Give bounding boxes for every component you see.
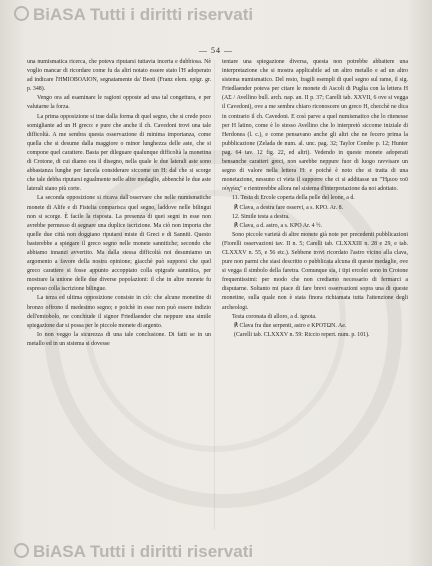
left-column <box>27 58 211 349</box>
column-gutter <box>214 60 215 530</box>
paragraph: tentare una spiegazione diversa, questa non potrebbe abbattere una interpretazione che si mostra applicabile ad un altro metallo e ad un altro sistema numismatico. Del resto, fragili esempli di quel segno sul rame, il sig. Friedlaender poteva per citare le monete di Ascoli di Puglia con la lettera H (AΣ / Avellino bull. arch. nap. an. II p. 37; Carelli tab. XXVII, 6 ove si vegga il Cavedoni), ove a me sembra chiaro riconoscere un greco H, checchè ne dica in contrario il ch. Cavedoni. E così parve a quel numismatico che lo ritenesse per H latino, come è lo stesso Avellino che lo interpretò siccome iniziale di Herdonea (l. c.), e come pensavano anche gli altri che ne fecero prima la pubblicazione (Zelada de num. al. unc. pag. 32; Taylor Combe p. 12; Hunter pag. 64 tav. 12 fig. 22, ed altri). Vedendo in queste monete adoperati bensanche caratteri greci, non sarebbe neppure fuor di luogo ravvisare un segno di valore nella lettera H: e poichè è noto che si tratta di una monetazione, nessuno ci vieta il supporre che ci si additasse un "Ἡμιου τοῦ οὐγγίας" e rientrerebbe allora nel sistema d'interpretazione da noi adottato. <box>222 59 408 193</box>
paragraph: Io non veggo la sicurezza di una tale conclusione. Di fatti se in un metallo ed in un sistema si dovesse <box>27 331 211 347</box>
coin-entry-title: Testa coronata di alloro, a d. ignota. <box>232 313 317 320</box>
biasa-logo-icon <box>14 6 29 21</box>
footer-watermark: BiASA Tutti i diritti riservati <box>0 542 432 562</box>
paragraph: La prima opposizione si trae dalla forma di quel segno, che si crede poco somigliante ad un H greco: e pure che anche il ch. Cavedoni trovi una tale difficoltà. A me sembra questa osservazione di minima importanza, come quella che si desume dalla maggiore o minor lunghezza delle aste, che si compone quel carattere. Basta per dileguare qualunque difficoltà la monetina di Crotone, di cui diamo ora il disegno, nella quale le due laterali aste sono abbastanza lunghe per farcela considerare siccome un H: dal che si scorge che tale debba riputarsi egualmente nelle altre medaglie, abbenchè le due aste laterali siano più corte. <box>27 113 211 193</box>
coin-entry-reverse: ℟ Clava, a destra fare osservi, a s. KPO. Ar. 8. <box>234 204 344 211</box>
coin-entry-reverse: ℟ Clava, a d. astro, a s. KPO Ar. 4 ½. <box>234 222 322 229</box>
coin-entry-reference: (Carelli tab. CLXXXV n. 59: Riccio repert. num. p. 101). <box>234 331 370 338</box>
paragraph: La terza ed ultima opposizione consiste in ciò: che alcune monetine di bronzo offrono il medesimo segno; e poichè in esse non può essere indizio dell'emiobolo, ne conchiude il signor Friedlaender che neppure una simile spiegazione dar si possa per le piccole monete di argento. <box>27 295 211 329</box>
coin-entry-reverse: ℟ Clava fra due serpenti, astro e KPOTΩN. Ae. <box>234 322 347 329</box>
paragraph: Vengo ora ad esaminare le ragioni opposte ad una tal congettura, e per valutarne la forza. <box>27 95 211 111</box>
biasa-logo-icon <box>14 543 29 558</box>
header-watermark: BiASA Tutti i diritti riservati <box>0 5 432 25</box>
right-column <box>222 58 408 340</box>
paragraph: Sono piccole varietà di altre monete già note per precedenti pubblicazioni (Fiorelli osservazioni tav. II n. 5; Carelli tab. CLXXXIII n. 28 e 29, e tab. CLXXXV n. 55, e 56 etc.). Sebbene trovi ricordato l'astro vicino alla clava, pure non parmi che siasi descritto o pubblicata alcuna di queste medaglie, ove si vegga il simbolo della faretra. Comunque sia, i tipi ercolei sono in Crotone frequentissimi: per modo che non crediamo necessario di fermarci a disputarne. Soltanto mi piace di fare brevi osservazioni sopra una di queste monetine, sulla quale non è stata finora richiamata tutta l'attenzione degli archeologi. <box>222 231 408 311</box>
coin-entry-title: 12. Simile testa a destra. <box>232 213 290 220</box>
coin-entry-title: 11. Testa di Ercole coperta della pelle del leone, a d. <box>232 195 355 202</box>
paragraph: una numismatica ricerca, che poteva riputarsi tuttavia incerta e dubbiosa. Nè voglio mancar di ricordare come fu da altri notato essere stato l'H adoperato ad indicare l'HMIOBOΛION, segnatamente da' Beoti (Franz elem. epigr. gr. p. 348). <box>27 59 211 93</box>
page-number: — 54 — <box>199 46 233 55</box>
paragraph: La seconda opposizione si ricava dall'osservare che nelle numismatiche monete di Alife e di Fistelia comparisca quel segno, laddove nelle bilingui non si scorge. È facile la risposta. La presenza di quei segni in esse non avrebbe permesso di segnare una duplice iscrizione. Ma ciò non importa che quelle due città non doggiano riputarsi miste di Greci e di Sanniti. Questo basterebbe a spiegare il greco segno nelle monete sannitiche; secondo che abbiamo innanzi avvertito. Ma dalla stessa difficoltà noi desumiamo un argomento a favore della nostra opinione; giacchè può supporsi che quel greco carattere si fosse appunto accoppiato colla epigrafe sannitica, per mostrare la unione delle due diverse popolazioni: il che in altre monete fu espresso colla iscrizione bilingue. <box>27 195 211 293</box>
